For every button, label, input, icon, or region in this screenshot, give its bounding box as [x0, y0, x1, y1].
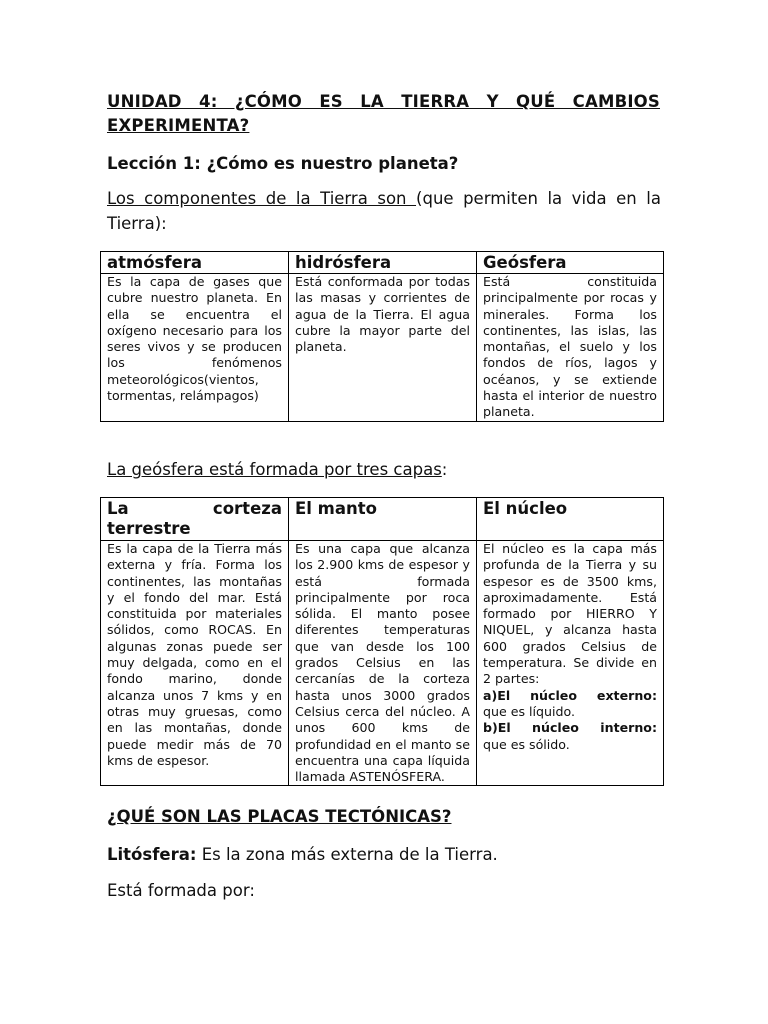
cell-nucleo: [477, 541, 664, 786]
header-corteza: [101, 498, 289, 541]
header-corteza-line2: terrestre: [107, 519, 191, 538]
cell-geosfera: Está constituida principalmente por rocas y minerales. Forma los continentes, las islas, las montañas, el suelo y los fondos de ríos, lagos y océanos, y se extiende hasta el interior de nuestro planeta.: [477, 274, 664, 422]
litosfera-definition: Es la zona más externa de la Tierra.: [196, 845, 498, 864]
earth-components-table: [100, 251, 664, 422]
formada-por-line: Está formada por:: [107, 881, 255, 900]
header-manto: El manto: [289, 498, 477, 541]
unit-title-line1: UNIDAD 4: ¿CÓMO ES LA TIERRA Y QUÉ CAMBIOS: [107, 92, 660, 111]
unit-title-line2: EXPERIMENTA?: [107, 116, 250, 135]
lesson-title: Lección 1: ¿Cómo es nuestro planeta?: [107, 154, 459, 173]
nucleo-interno-desc: que es sólido.: [483, 736, 570, 752]
cell-manto: Es una capa que alcanza los 2.900 kms de espesor y está formada principalmente por roca sólida. El manto posee diferentes temperaturas que van desde los 100 grados Celsius en las cercanías de la corteza hasta unos 3000 grados Celsius cerca del núcleo. A unos 600 kms de profundidad en el manto se encuentra una capa líquida llamada ASTENÓSFERA.: [289, 541, 477, 786]
geosfera-layers-intro: [107, 458, 447, 482]
cell-corteza: Es la capa de la Tierra más externa y fría. Forma los continentes, las montañas y el fondo del mar. Está constituida por materiales sólidos, como ROCAS. En algunas zonas puede ser muy delgada, como en el fondo marino, donde alcanza unos 7 kms y en otras muy gruesas, como en las montañas, donde puede medir más de 70 kms de espesor.: [101, 541, 289, 786]
nucleo-interno-label: b)El núcleo interno:: [483, 720, 657, 736]
placas-heading: ¿QUÉ SON LAS PLACAS TECTÓNICAS?: [107, 807, 452, 826]
nucleo-interno: [483, 720, 657, 753]
intro-paragraph: [107, 186, 661, 236]
geosfera-underlined: La geósfera está formada por tres capas: [107, 460, 442, 479]
unit-title: [107, 90, 660, 138]
cell-hidrosfera: Está conformada por todas las masas y corrientes de agua de la Tierra. El agua cubre la mayor parte del planeta.: [289, 274, 477, 422]
litosfera-term: Litósfera:: [107, 845, 197, 864]
header-geosfera: Geósfera: [477, 252, 664, 274]
cell-atmosfera: Es la capa de gases que cubre nuestro planeta. En ella se encuentra el oxígeno necesario para los seres vivos y se producen los fenómenos meteorológicos(vientos, tormentas, relámpagos): [101, 274, 289, 422]
header-atmosfera: atmósfera: [101, 252, 289, 274]
intro-rest: (que permiten la vida en la: [416, 189, 661, 208]
nucleo-externo-label: a)El núcleo externo:: [483, 687, 657, 703]
header-corteza-line1: La corteza: [107, 499, 282, 518]
geosfera-colon: :: [441, 460, 448, 479]
intro-line2: Tierra):: [107, 214, 167, 233]
nucleo-intro: El núcleo es la capa más profunda de la Tierra y su espesor es de 3500 kms, aproximadamente. Está formado por HIERRO Y NIQUEL, y alcanza hasta 600 grados Celsius de temperatura. Se divide en 2 partes:: [483, 541, 657, 687]
header-nucleo: El núcleo: [477, 498, 664, 541]
header-hidrosfera: hidrósfera: [289, 252, 477, 274]
geosfera-layers-table: [100, 497, 664, 786]
intro-underlined: Los componentes de la Tierra son: [107, 189, 417, 208]
litosfera-paragraph: [107, 843, 498, 867]
nucleo-externo: [483, 688, 657, 721]
nucleo-externo-desc: que es líquido.: [483, 703, 575, 719]
